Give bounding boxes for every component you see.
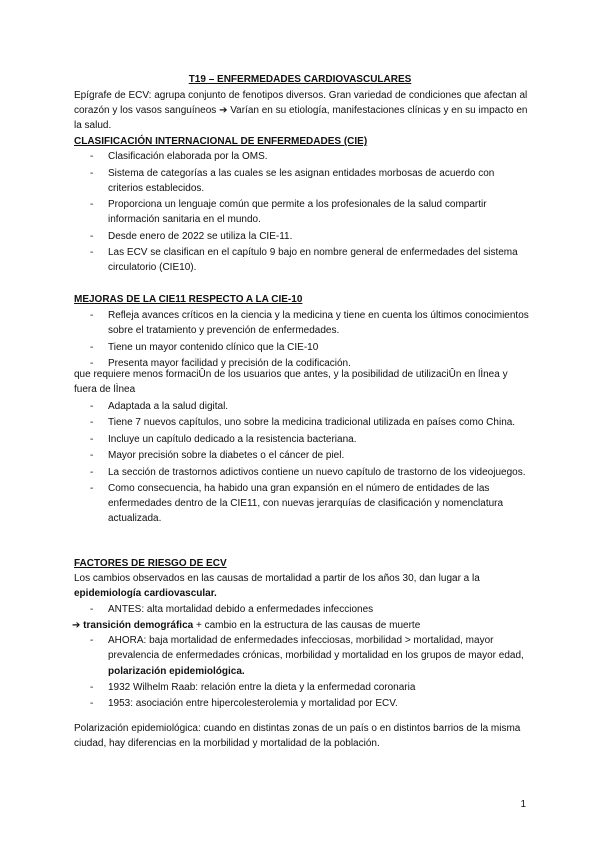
mejoras-continuation: que requiere menos formaciÛn de los usuarios que antes, y la posibilidad de utilizaciÛn en lÌnea y fuera de lÌnea [74,369,508,396]
ahora-bold: polarización epidemiológica. [108,665,245,677]
factores-heading: FACTORES DE RIESGO DE ECV [74,558,227,569]
polarizacion-block [74,721,532,751]
list-item: - Como consecuencia, ha habido una gran expansión en el número de entidades de las enfermedades dentro de la CIE11, con nuevas jerarquías de clasificación y nomenclatura actualizada. [74,481,532,527]
mejoras-continuation-block [74,367,532,397]
polarizacion-paragraph: Polarización epidemiológica: cuando en distintas zonas de un país o en distintos barrios de la misma ciudad, hay diferencias en la morbilidad y mortalidad de la población. [74,723,521,750]
transition-text: + cambio en la estructura de las causas de muerte [195,620,421,631]
list-item: - Tiene 7 nuevos capítulos, uno sobre la medicina tradicional utilizada en países como China. [74,415,532,430]
intro-paragraph-block [74,88,532,134]
list-item: - Adaptada a la salud digital. [74,399,532,414]
mejoras-section [74,292,532,373]
document-title: T19 – ENFERMEDADES CARDIOVASCULARES [188,74,412,85]
cie-heading: CLASIFICACIÓN INTERNACIONAL DE ENFERMEDADES (CIE) [74,136,368,147]
arrow-icon: ➔ [72,620,81,631]
mejoras-list-b [74,399,532,527]
transition-bold: transición demográfica [83,620,194,631]
list-item: - La sección de trastornos adictivos contiene un nuevo capítulo de trastorno de los videojuegos. [74,465,532,480]
mejoras-list-a [74,308,532,371]
factores-intro-text: Los cambios observados en las causas de mortalidad a partir de los años 30, dan lugar a la [74,573,480,585]
list-item: - 1953: asociación entre hipercolesterolemia y mortalidad por ECV. [74,696,532,711]
list-item: - Proporciona un lenguaje común que permite a los profesionales de la salud compartir información sanitaria en el mundo. [74,197,532,227]
page-number: 1 [520,798,526,810]
factores-intro [74,571,532,601]
factores-list-rest [74,633,532,711]
list-item: - Tiene un mayor contenido clínico que la CIE-10 [74,340,532,355]
list-item: - Desde enero de 2022 se utiliza la CIE-11. [74,229,532,244]
list-item: - ANTES: alta mortalidad debido a enfermedades infecciones [74,602,532,617]
cie-list [74,149,532,275]
list-item: - Clasificación elaborada por la OMS. [74,149,532,164]
list-item: - Incluye un capítulo dedicado a la resistencia bacteriana. [74,432,532,447]
list-item: - Mayor precisión sobre la diabetes o el cáncer de piel. [74,448,532,463]
transition-line [72,618,532,633]
list-item [74,633,532,679]
list-item: - Sistema de categorías a las cuales se les asignan entidades morbosas de acuerdo con criterios establecidos. [74,166,532,196]
list-item: - 1932 Wilhelm Raab: relación entre la dieta y la enfermedad coronaria [74,680,532,695]
list-item: - Presenta mayor facilidad y precisión de la codificación. [74,356,532,371]
factores-section [74,556,532,713]
cie-section [74,134,532,277]
factores-list-antes [74,602,532,617]
ahora-text: AHORA: baja mortalidad de enfermedades infecciosas, morbilidad > mortalidad, mayor prevalencia de enfermedades crónicas, morbilidad y mortalidad en los grupos de mayor edad, [108,635,524,662]
mejoras-heading: MEJORAS DE LA CIE11 RESPECTO A LA CIE-10 [74,294,303,305]
list-item: - Refleja avances críticos en la ciencia y la medicina y tiene en cuenta los últimos conocimientos sobre el tratamiento y prevención de enfermedades. [74,308,532,338]
mejoras-list-b-block [74,399,532,528]
list-item: - Las ECV se clasifican en el capítulo 9 bajo en nombre general de enfermedades del sistema circulatorio (CIE10). [74,245,532,275]
intro-paragraph: Epígrafe de ECV: agrupa conjunto de fenotipos diversos. Gran variedad de condiciones que afectan al corazón y los vasos sanguíneos ➔ Varían en su etiología, manifestaciones clínicas y en su impacto en la salud. [74,90,528,132]
factores-intro-bold: epidemiología cardiovascular. [74,588,217,600]
